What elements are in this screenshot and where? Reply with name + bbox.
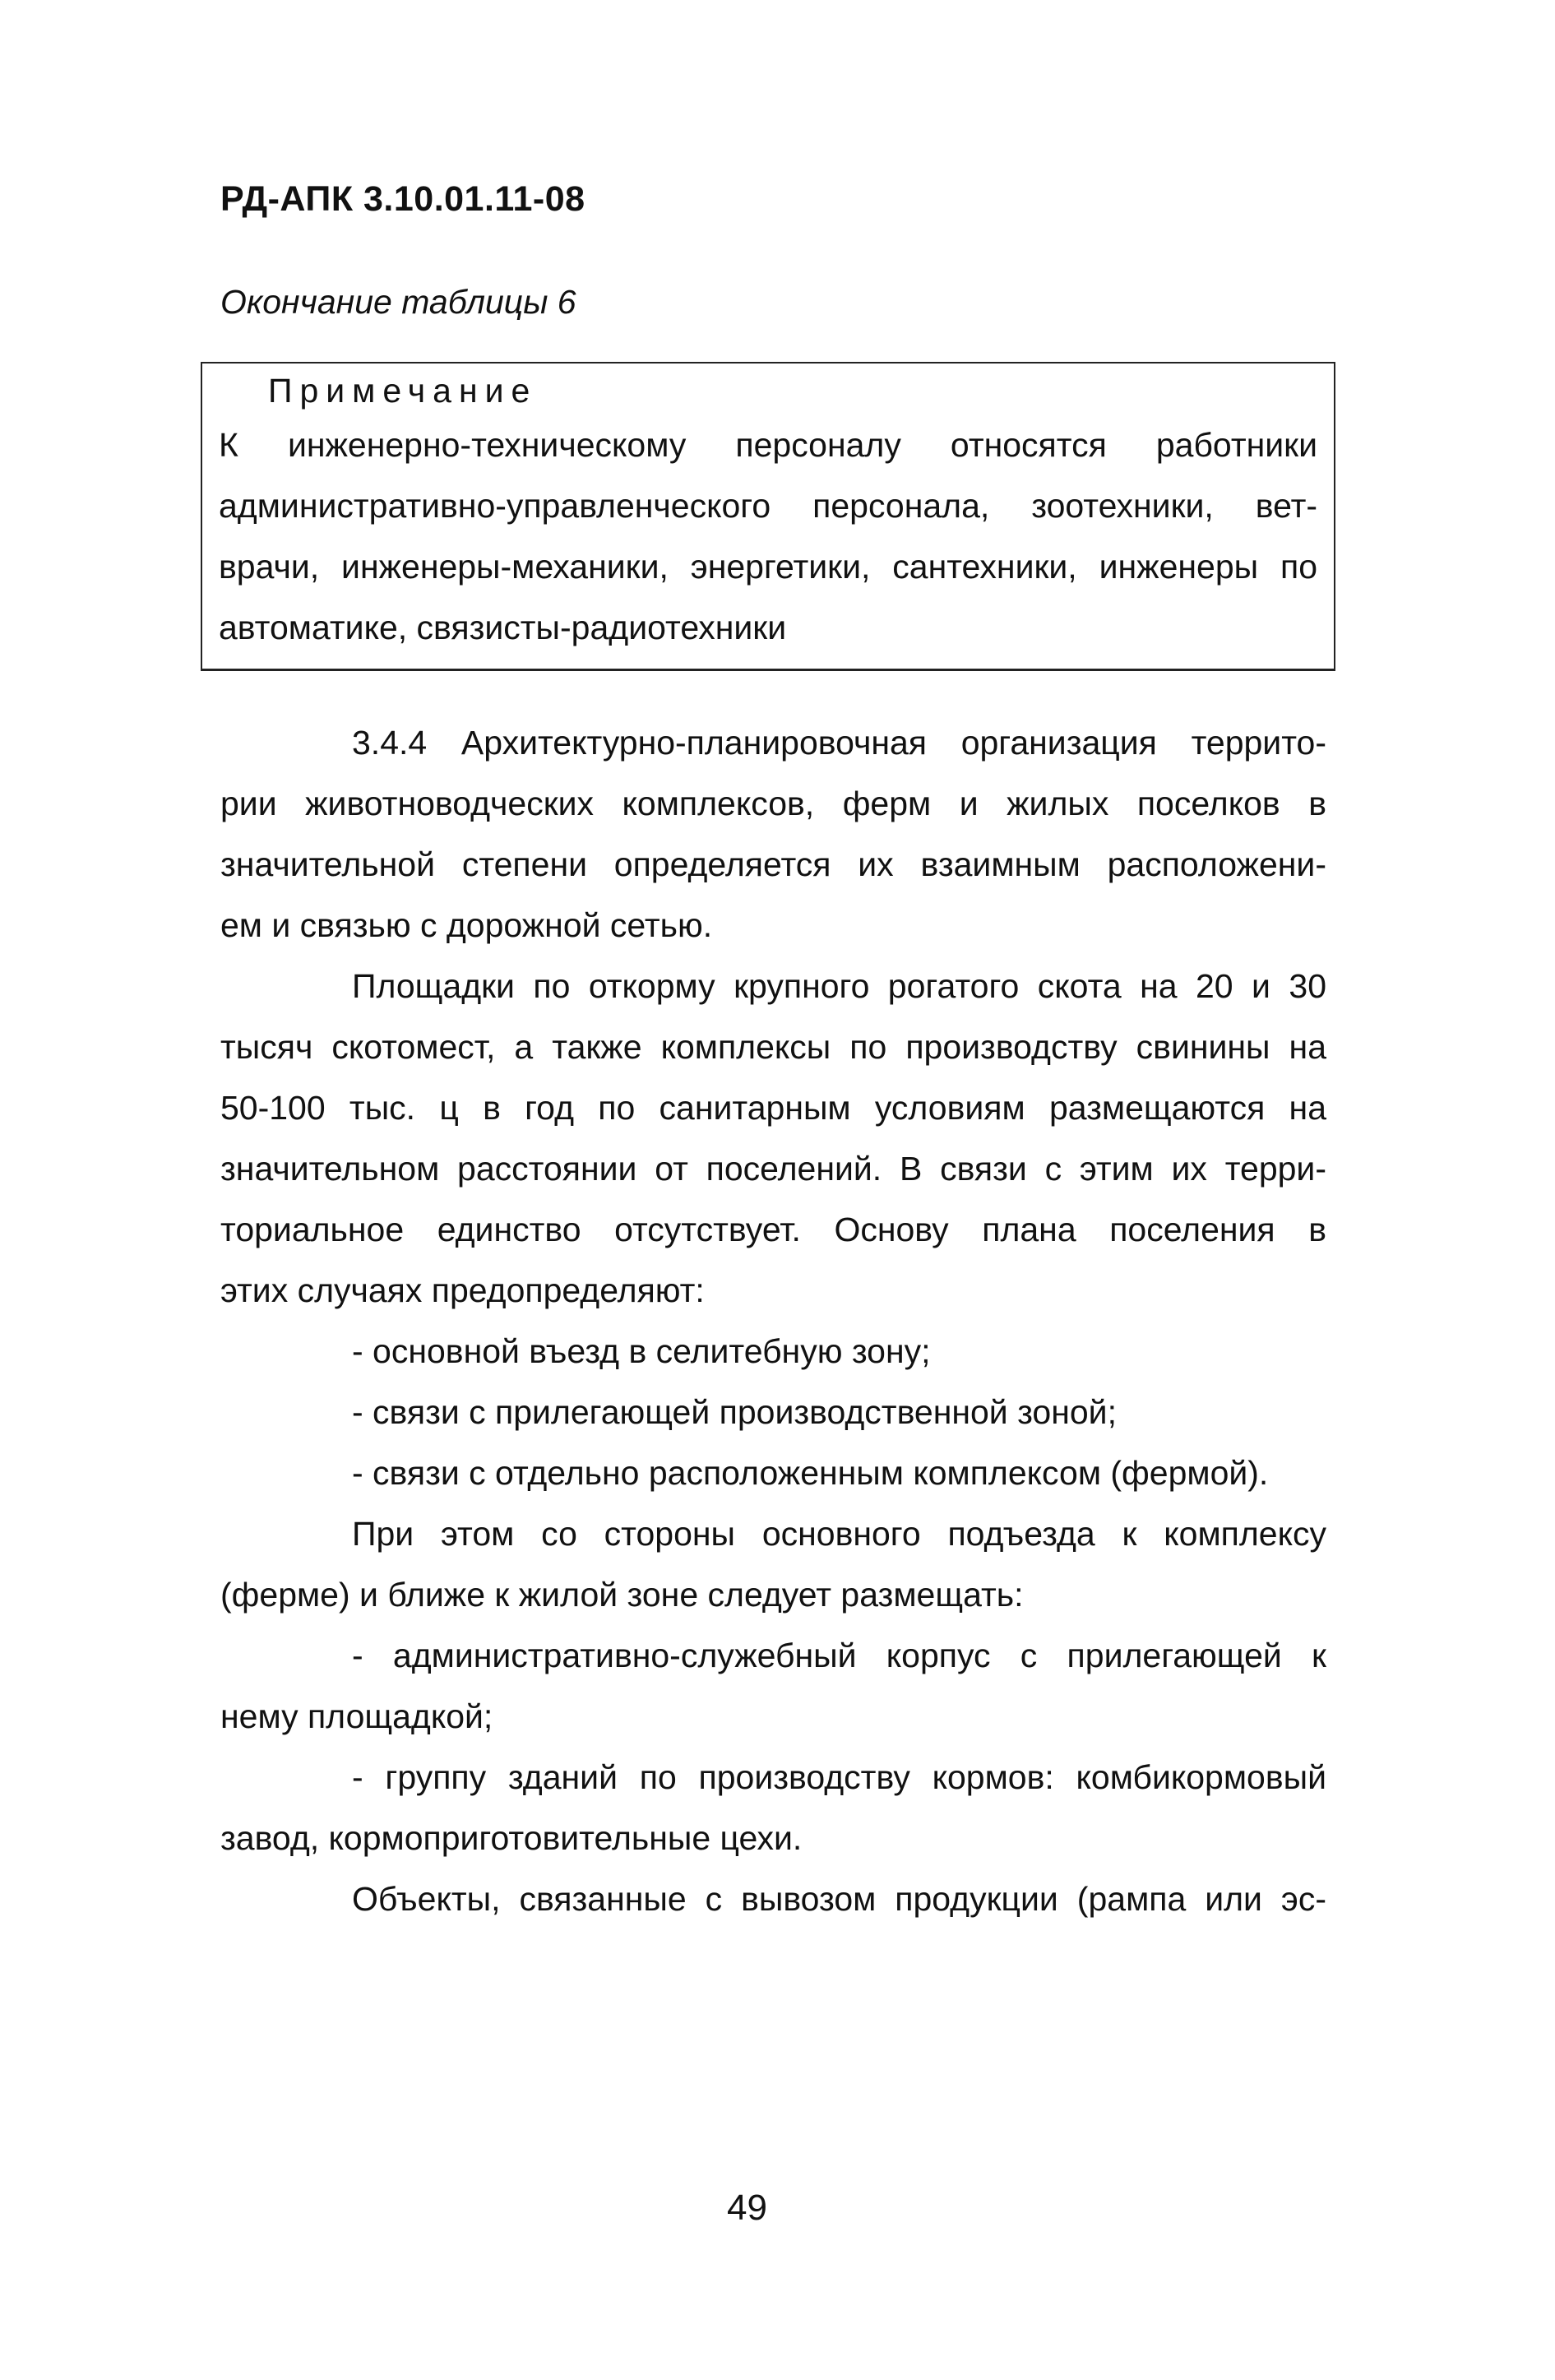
body-text	[220, 724, 1326, 1974]
table-continuation-caption: Окончание таблицы 6	[220, 283, 576, 321]
paragraph-line: значительном расстоянии от поселений. В связи с этим их терри-	[220, 1150, 1326, 1188]
list-item: - группу зданий по производству кормов: комбикормовый	[352, 1758, 1326, 1796]
paragraph-line: 50-100 тыс. ц в год по санитарным условиям размещаются на	[220, 1089, 1326, 1127]
list-item-continuation: завод, кормоприготовительные цехи.	[220, 1819, 803, 1857]
list-item-continuation: нему площадкой;	[220, 1697, 493, 1735]
paragraph-line: Площадки по откорму крупного рогатого скота на 20 и 30	[352, 967, 1326, 1005]
list-item: - административно-служебный корпус с прилегающей к	[352, 1637, 1326, 1674]
note-line: административно-управленческого персонала, зоотехники, вет-	[219, 487, 1317, 525]
list-item: - основной въезд в селитебную зону;	[352, 1332, 931, 1370]
paragraph-line: этих случаях предопределяют:	[220, 1271, 705, 1309]
note-line: автоматике, связисты-радиотехники	[219, 609, 787, 646]
paragraph-line: ем и связью с дорожной сетью.	[220, 906, 713, 944]
list-item: - связи с отдельно расположенным комплексом (фермой).	[352, 1454, 1269, 1492]
note-line: К инженерно-техническому персоналу относятся работники	[219, 426, 1317, 464]
note-box	[201, 362, 1335, 671]
paragraph-line: Объекты, связанные с вывозом продукции (рампа или эс-	[352, 1880, 1326, 1918]
paragraph-line: тысяч скотомест, а также комплексы по производству свинины на	[220, 1028, 1326, 1066]
note-title: Примечание	[268, 372, 538, 410]
paragraph-line: При этом со стороны основного подъезда к комплексу	[352, 1515, 1326, 1553]
paragraph-line: значительной степени определяется их взаимным расположени-	[220, 845, 1326, 883]
note-line: врачи, инженеры-механики, энергетики, сантехники, инженеры по	[219, 548, 1317, 586]
list-item: - связи с прилегающей производственной зоной;	[352, 1393, 1117, 1431]
document-code: РД-АПК 3.10.01.11-08	[220, 179, 585, 219]
paragraph-line: рии животноводческих комплексов, ферм и жилых поселков в	[220, 785, 1326, 822]
paragraph-line: 3.4.4 Архитектурно-планировочная организация террито-	[352, 724, 1326, 762]
paragraph-line: (ферме) и ближе к жилой зоне следует размещать:	[220, 1576, 1024, 1614]
page-number: 49	[727, 2188, 767, 2228]
paragraph-line: ториальное единство отсутствует. Основу плана поселения в	[220, 1211, 1326, 1248]
